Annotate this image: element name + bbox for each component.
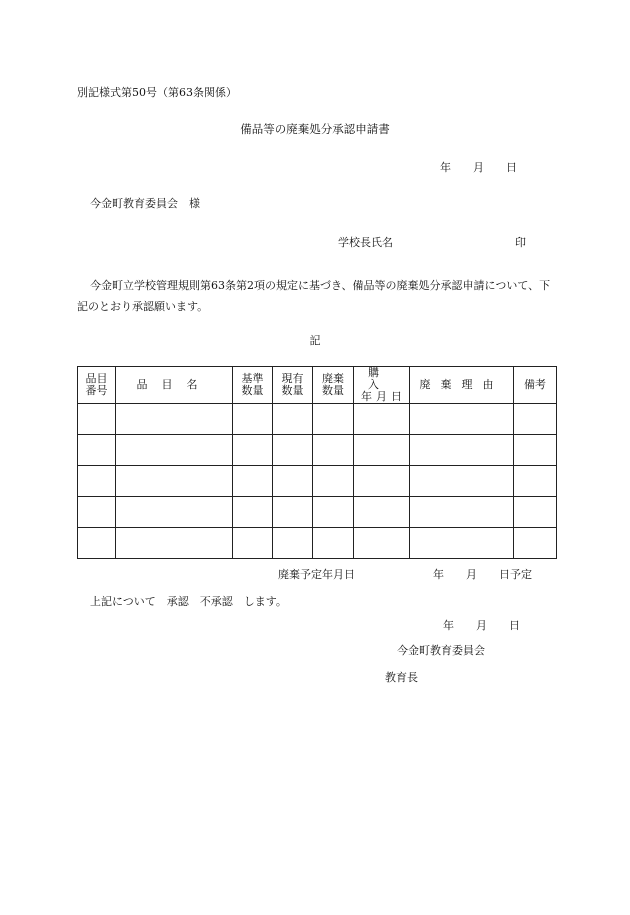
disposal-month-label: 月 [466, 568, 477, 581]
approval-year-label: 年 [443, 619, 454, 632]
cell-remarks[interactable] [514, 466, 557, 497]
header-item-name: 品目名 [116, 367, 233, 404]
cell-item-name[interactable] [116, 466, 233, 497]
superintendent-label: 教育長 [385, 671, 418, 684]
cell-item-name[interactable] [116, 528, 233, 559]
disposal-date-label: 廃棄予定年月日 [278, 568, 355, 581]
cell-standard-qty[interactable] [233, 435, 273, 466]
cell-disposal-qty[interactable] [313, 435, 354, 466]
header-disposal-qty: 廃棄 数量 [313, 367, 354, 404]
table-header-row [78, 367, 557, 404]
cell-disposal-qty[interactable] [313, 528, 354, 559]
cell-current-qty[interactable] [273, 404, 313, 435]
cell-standard-qty[interactable] [233, 466, 273, 497]
cell-remarks[interactable] [514, 528, 557, 559]
header-current-qty: 現有 数量 [273, 367, 313, 404]
application-date [440, 162, 517, 173]
cell-item-number[interactable] [78, 497, 116, 528]
date-year-label: 年 [440, 161, 451, 174]
disposal-date-fields [433, 569, 532, 580]
approval-date [443, 620, 520, 631]
cell-item-number[interactable] [78, 404, 116, 435]
header-standard-qty: 基準 数量 [233, 367, 273, 404]
approval-month-label: 月 [476, 619, 487, 632]
cell-item-number[interactable] [78, 466, 116, 497]
cell-item-name[interactable] [116, 497, 233, 528]
body-text: 今金町立学校管理規則第63条第2項の規定に基づき、備品等の廃棄処分承認申請について、下記のとおり承認願います。 [77, 279, 551, 313]
cell-item-name[interactable] [116, 404, 233, 435]
table-row [78, 404, 557, 435]
header-remarks: 備考 [514, 367, 557, 404]
cell-item-name[interactable] [116, 435, 233, 466]
header-disposal-reason: 廃棄理由 [410, 367, 514, 404]
cell-disposal-reason[interactable] [410, 466, 514, 497]
header-purchase-date: 購入 年月日 [354, 367, 410, 404]
cell-disposal-qty[interactable] [313, 497, 354, 528]
cell-purchase-date[interactable] [354, 435, 410, 466]
seal-mark: 印 [515, 236, 526, 249]
document-title: 備品等の廃棄処分承認申請書 [240, 122, 390, 136]
cell-item-number[interactable] [78, 528, 116, 559]
table-row [78, 466, 557, 497]
approval-text: 上記について 承認 不承認 します。 [90, 595, 287, 608]
cell-disposal-reason[interactable] [410, 404, 514, 435]
table-row [78, 528, 557, 559]
cell-purchase-date[interactable] [354, 466, 410, 497]
approval-day-label: 日 [509, 619, 520, 632]
date-month-label: 月 [473, 161, 484, 174]
cell-current-qty[interactable] [273, 497, 313, 528]
cell-remarks[interactable] [514, 404, 557, 435]
cell-current-qty[interactable] [273, 466, 313, 497]
date-day-label: 日 [506, 161, 517, 174]
cell-item-number[interactable] [78, 435, 116, 466]
cell-standard-qty[interactable] [233, 528, 273, 559]
cell-disposal-qty[interactable] [313, 466, 354, 497]
cell-standard-qty[interactable] [233, 404, 273, 435]
disposal-year-label: 年 [433, 568, 444, 581]
ki-heading: 記 [309, 334, 321, 347]
header-item-number: 品目 番号 [78, 367, 116, 404]
cell-disposal-reason[interactable] [410, 497, 514, 528]
cell-remarks[interactable] [514, 435, 557, 466]
cell-current-qty[interactable] [273, 435, 313, 466]
disposal-items-table [77, 366, 557, 559]
cell-disposal-reason[interactable] [410, 528, 514, 559]
board-of-education: 今金町教育委員会 [397, 644, 485, 657]
cell-remarks[interactable] [514, 497, 557, 528]
form-number: 別記様式第50号（第63条関係） [77, 86, 237, 99]
cell-current-qty[interactable] [273, 528, 313, 559]
table-row [78, 435, 557, 466]
cell-purchase-date[interactable] [354, 528, 410, 559]
disposal-day-label: 日予定 [499, 568, 532, 581]
cell-standard-qty[interactable] [233, 497, 273, 528]
cell-disposal-qty[interactable] [313, 404, 354, 435]
cell-purchase-date[interactable] [354, 404, 410, 435]
cell-disposal-reason[interactable] [410, 435, 514, 466]
addressee: 今金町教育委員会 様 [90, 197, 200, 210]
table-row [78, 497, 557, 528]
cell-purchase-date[interactable] [354, 497, 410, 528]
principal-name-label: 学校長氏名 [338, 236, 393, 249]
